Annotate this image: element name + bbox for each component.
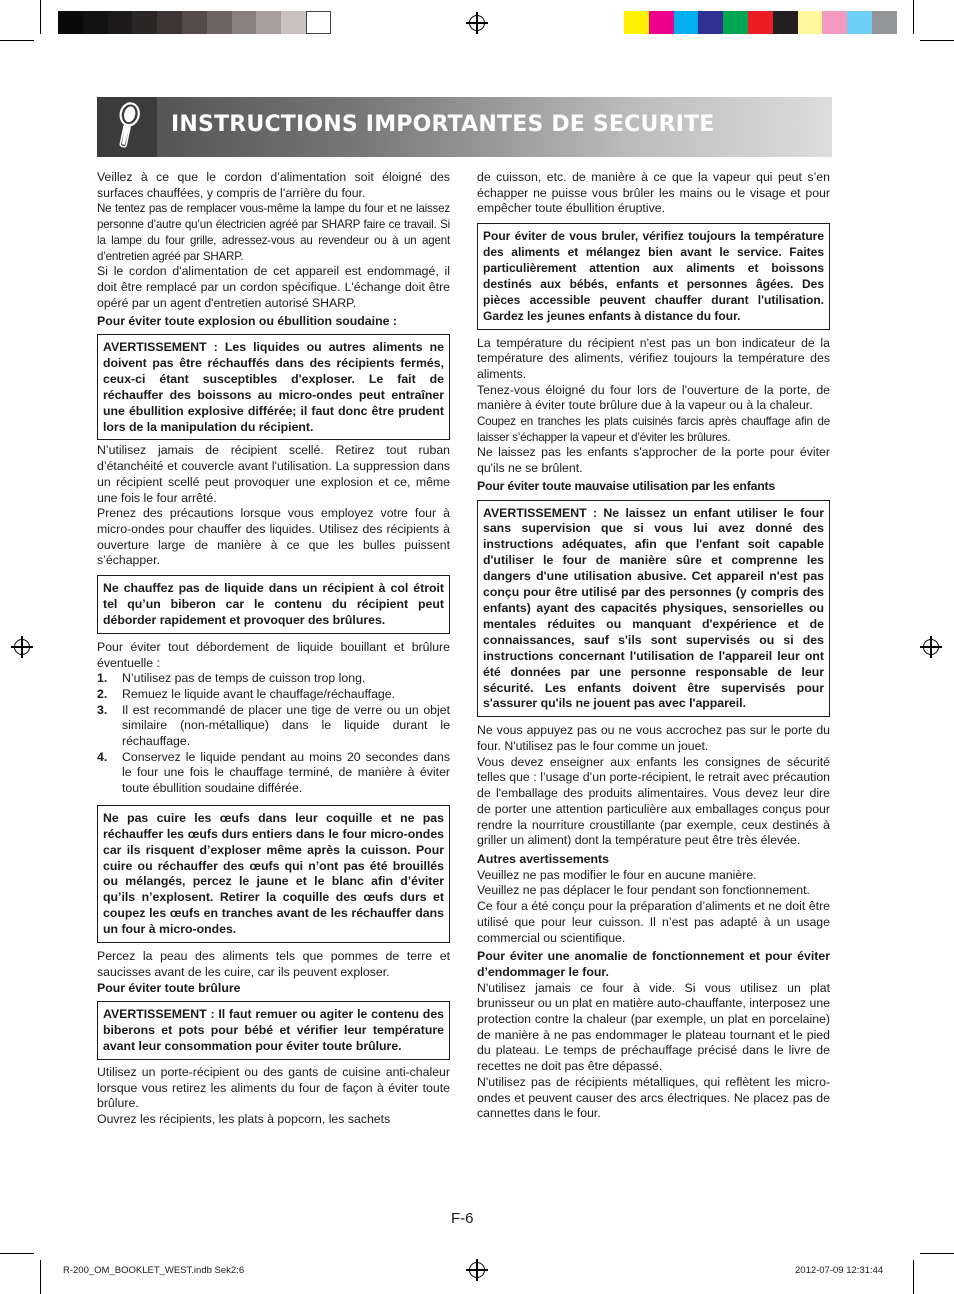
crop-mark: [0, 1253, 34, 1254]
list-number: 2.: [97, 686, 108, 701]
grayscale-swatch: [157, 11, 182, 34]
list-item: [97, 671, 450, 687]
paragraph: N'utilisez pas de récipients métalliques, qui reflètent les micro-ondes et peuvent causer des arcs électriques. Ne placez pas de cannettes dans le four.: [477, 1074, 830, 1121]
color-swatch: [872, 11, 897, 34]
crop-mark: [920, 1253, 954, 1254]
paragraph: Utilisez un porte-récipient ou des gants de cuisine anti-chaleur lorsque vous retirez les aliments du four de façon à éviter toute brûlure.: [97, 1064, 450, 1111]
paragraph: Si le cordon d'alimentation de cet appareil est endommagé, il doit être remplacé par un cordon spécifique. L'échange doit être opéré par un agent d'entretien autorisé SHARP.: [97, 264, 450, 310]
list-number: 3.: [97, 702, 108, 717]
paragraph: Percez la peau des aliments tels que pommes de terre et saucisses avant de les cuire, car ils peuvent exploser.: [97, 949, 450, 979]
numbered-list: [97, 671, 450, 797]
paragraph: La température du récipient n'est pas un bon indicateur de la température des aliments, vérifiez toujours la température des aliments.: [477, 335, 830, 381]
list-number: 1.: [97, 671, 108, 686]
list-item: [97, 687, 450, 703]
color-swatch: [748, 11, 773, 34]
color-swatch: [698, 11, 723, 34]
paragraph: Vous devez enseigner aux enfants les consignes de sécurité telles que : l’usage d’un porte-récipient, le retrait avec précaution de l'emballage des produits alimentaires. Vous devez leur dire de porter une attention particulière aux emballages conçus pour rendre la nourriture croustillante (par exemple, ceux destinés à griller un aliment) dont la température peut être très élevée.: [477, 754, 830, 848]
grayscale-swatch: [108, 11, 133, 34]
section-heading: Pour éviter toute mauvaise utilisation par les enfants: [477, 478, 776, 493]
crop-mark: [0, 40, 34, 41]
paragraph: de cuisson, etc. de manière à ce que la vapeur qui peut s’en échapper ne puisse vous brûler les mains ou le visage et pour empêcher toute ébullition éruptive.: [477, 170, 830, 216]
registration-mark-icon: [469, 1262, 485, 1278]
footer-timestamp: 2012-07-09 12:31:44: [795, 1265, 884, 1276]
warning-box: AVERTISSEMENT : Ne laissez un enfant utiliser le four sans supervision que si vous lui avez donné des instructions adéquates, afin que l'enfant soit capable d'utiliser le four de manière sûre et comprenne les dangers d'une utilisation abusive. Cet appareil n'est pas conçu pour être utilisé par des personnes (y compris des enfants) ayant des capacités physiques, sensorielles ou mentales réduites ou manquant d'expérience et de connaissances, sauf s'ils sont supervisés ou si des instructions concernant l'utilisation de l'appareil leur ont été données par une personne responsable de leur sécurité. Les enfants doivent être supervisés pour s'assurer qu'ils ne jouent pas avec l'appareil.: [477, 500, 830, 718]
color-swatch: [847, 11, 872, 34]
registration-mark-icon: [14, 639, 30, 655]
header-bar: [157, 97, 832, 157]
paragraph: N'utilisez jamais ce four à vide. Si vous utilisez un plat brunisseur ou un plat en matière auto-chauffante, interposez une protection contre la chaleur (par exemple, un plat en porcelaine) de manière à ne pas endommager le plateau tournant et le pied du plateau. Le temps de préchauffage précisé dans le livre de recettes ne doit pas être dépassé.: [477, 980, 830, 1074]
color-swatch: [798, 11, 823, 34]
list-item: [97, 703, 450, 750]
grayscale-swatch: [83, 11, 108, 34]
crop-mark: [40, 1260, 41, 1294]
footer-file-info: R-200_OM_BOOKLET_WEST.indb Sek2:6: [63, 1265, 245, 1276]
crop-mark: [40, 0, 41, 34]
warning-box: AVERTISSEMENT : Les liquides ou autres aliments ne doivent pas être réchauffés dans des récipients fermés, ceux-ci étant susceptibles d'exploser. Le fait de réchauffer des boissons au micro-ondes peut entraîner une ébullition explosive différée; il faut donc être prudent lors de la manipulation du récipient.: [97, 334, 450, 440]
paragraph: Coupez en tranches les plats cuisinés farcis après chauffage afin de laisser s’échapper la vapeur et d’éviter les brûlures.: [477, 415, 830, 444]
grayscale-swatch: [207, 11, 232, 34]
grayscale-swatch: [132, 11, 157, 34]
crop-mark: [913, 1260, 914, 1294]
list-item-text: N’utilisez pas de temps de cuisson trop long.: [122, 671, 366, 686]
paragraph: Veuillez ne pas modifier le four en aucune manière.: [477, 867, 757, 882]
color-swatch: [674, 11, 699, 34]
paragraph: Tenez-vous éloigné du four lors de l'ouverture de la porte, de manière à éviter toute brûlure due à la vapeur ou à la chaleur.: [477, 382, 830, 413]
color-swatch: [723, 11, 748, 34]
section-heading: Pour éviter toute brûlure: [97, 980, 241, 995]
section-heading: Pour éviter toute explosion ou ébullition soudaine :: [97, 314, 397, 329]
grayscale-swatch: [232, 11, 257, 34]
warning-icon-box: [97, 97, 157, 157]
page-number: F-6: [451, 1210, 474, 1227]
right-column: [477, 170, 830, 1122]
list-item-text: Il est recommandé de placer une tige de verre ou un objet similaire (non-métallique) dans le liquide durant le réchauffage.: [122, 702, 450, 749]
color-swatch: [822, 11, 847, 34]
crop-mark: [920, 40, 954, 41]
paragraph: Ce four a été conçu pour la préparation d’aliments et ne doit être utilisé que pour leur cuisson. Il n’est pas adapté à un usage commercial ou scientifique.: [477, 899, 830, 945]
exclamation-warning-icon: [97, 97, 157, 157]
list-item-text: Remuez le liquide avant le chauffage/réchauffage.: [122, 686, 395, 701]
grayscale-swatch: [281, 11, 306, 34]
section-heading: Pour éviter une anomalie de fonctionnement et pour éviter d’endommager le four.: [477, 949, 830, 979]
color-swatch: [624, 11, 649, 34]
warning-box: AVERTISSEMENT : Il faut remuer ou agiter le contenu des biberons et pots pour bébé et vérifier leur température avant leur consommation pour éviter toute brûlure.: [97, 1001, 450, 1060]
color-swatch: [649, 11, 674, 34]
paragraph: N’utilisez jamais de récipient scellé. Retirez tout ruban d’étanchéité et couvercle avant l'utilisation. La suppression dans un récipient scellé peut provoquer une explosion et ce, même une fois le four arrêté.: [97, 443, 450, 505]
warning-box: Pour éviter de vous bruler, vérifiez toujours la température des aliments et mélangez bien avant le service. Faites particulièrement attention aux aliments et boissons destinés aux bébés, enfants et personnes âgées. Des pièces accessible peuvent chauffer durant l'utilisation. Gardez les jeunes enfants à distance du four.: [477, 223, 830, 329]
warning-box: Ne pas cuire les œufs dans leur coquille et ne pas réchauffer les œufs durs entiers dans le four micro-ondes car ils risquent d’exploser même après la cuisson. Pour cuire ou réchauffer des œufs qui n’ont pas été brouillés ou mélangés, percez le jaune et le blanc afin d’éviter qu’ils n’explosent. Retirer la coquille des œufs durs et coupez les œufs en tranches avant de les réchauffer dans un four à micro-ondes.: [97, 805, 450, 943]
list-number: 4.: [97, 749, 108, 764]
section-heading: Autres avertissements: [477, 851, 609, 866]
grayscale-swatch: [182, 11, 207, 34]
paragraph: Veillez à ce que le cordon d’alimentation soit éloigné des surfaces chauffées, y compris de l’arrière du four.: [97, 170, 450, 200]
left-column: [97, 170, 450, 1128]
paragraph: Prenez des précautions lorsque vous employez votre four à micro-ondes pour chauffer des liquides. Utilisez des récipients à ouverture large de manière à ce que les bulles puissent s’échapper.: [97, 506, 450, 568]
crop-mark: [913, 0, 914, 34]
warning-box: Ne chauffez pas de liquide dans un récipient à col étroit tel qu’un biberon car le contenu du récipient peut déborder rapidement et provoquer des brûlures.: [97, 575, 450, 634]
registration-mark-icon: [469, 15, 485, 31]
color-swatch: [773, 11, 798, 34]
grayscale-swatch: [58, 11, 83, 34]
list-item-text: Conservez le liquide pendant au moins 20 secondes dans le four une fois le chauffage terminé, de manière à éviter toute ébullition soudaine différée.: [122, 749, 450, 796]
paragraph: Veuillez ne pas déplacer le four pendant son fonctionnement.: [477, 883, 810, 898]
paragraph: Ne vous appuyez pas ou ne vous accrochez pas sur le porte du four. N'utilisez pas le four comme un jouet.: [477, 723, 830, 754]
list-item: [97, 750, 450, 797]
paragraph: Ouvrez les récipients, les plats à popcorn, les sachets: [97, 1112, 391, 1127]
paragraph: Ne tentez pas de remplacer vous-même la lampe du four et ne laissez personne d’autre qu’un électricien agréé par SHARP faire ce travail. Si la lampe du four grille, adressez-vous au revendeur ou à un agent d’entretien agréé par SHARP.: [97, 202, 450, 263]
grayscale-swatch: [256, 11, 281, 34]
paragraph: Ne laissez pas les enfants s'approcher de la porte pour éviter qu'ils ne se brûlent.: [477, 445, 830, 476]
registration-mark-icon: [923, 639, 939, 655]
grayscale-swatch: [306, 11, 331, 34]
paragraph: Pour éviter tout débordement de liquide bouillant et brûlure éventuelle :: [97, 639, 450, 670]
page-title: INSTRUCTIONS IMPORTANTES DE SECURITE: [171, 112, 715, 137]
